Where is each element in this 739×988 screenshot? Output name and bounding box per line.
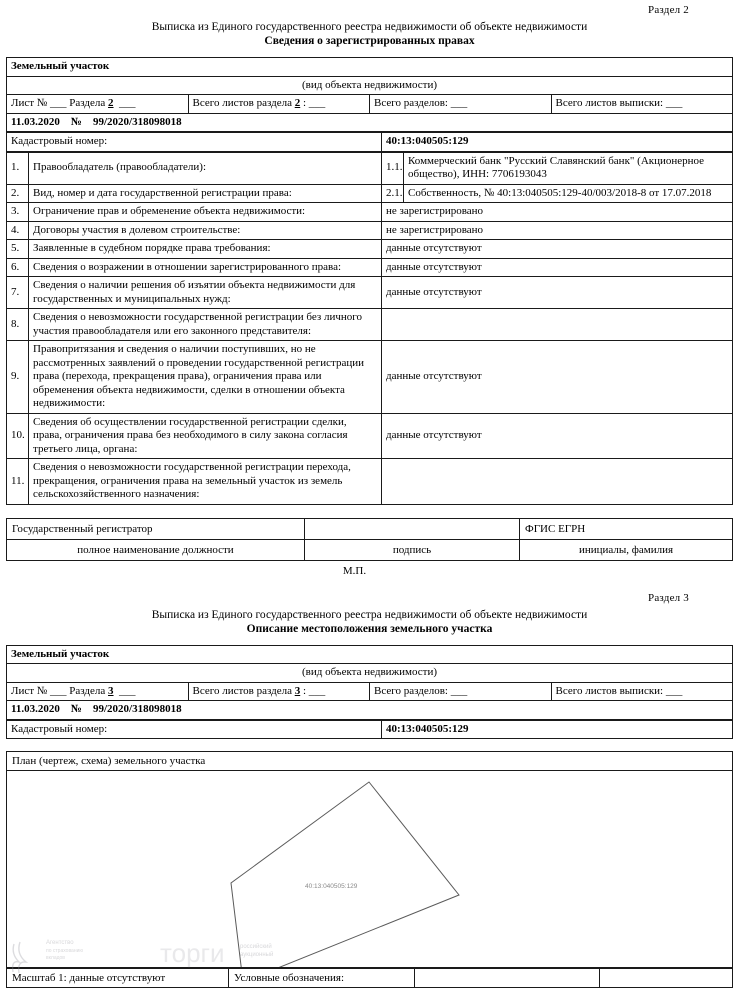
section2-cadastral-table xyxy=(6,132,733,152)
row-label: Сведения об осуществлении государственной регистрации сделки, права, ограничения права без необходимого в силу закона согласия третьего лица, органа: xyxy=(29,413,382,459)
table-row xyxy=(7,203,733,222)
sheet-info-row xyxy=(7,95,733,114)
total-section-sheets-suffix: : ___ xyxy=(302,97,326,109)
cadastral-row xyxy=(7,720,733,739)
row-number: 11. xyxy=(7,459,29,505)
section2-header-table xyxy=(6,57,733,132)
row-number: 3. xyxy=(7,203,29,222)
row-label: Сведения о невозможности государственной регистрации без личного участия правообладателя или его законного представителя: xyxy=(29,309,382,341)
row-value xyxy=(382,309,733,341)
table-row xyxy=(7,240,733,259)
registrar-position-caption: полное наименование должности xyxy=(7,539,305,560)
cadastral-label: Кадастровый номер: xyxy=(7,720,382,739)
legend-row xyxy=(7,969,733,988)
land-plan-box xyxy=(6,751,733,968)
total-section-sheets-label: Всего листов раздела xyxy=(192,684,292,697)
registrar-caption-row xyxy=(7,539,733,560)
total-section-sheets-cell xyxy=(188,95,370,114)
legend-cell-2 xyxy=(415,969,600,988)
stamp-placeholder: М.П. xyxy=(342,564,367,577)
date-number-row xyxy=(7,113,733,132)
extract-date: 11.03.2020 xyxy=(11,115,60,128)
plan-legend-table xyxy=(6,968,733,988)
total-extract-sheets-cell: Всего листов выписки: ___ xyxy=(551,95,733,114)
parcel-cadastral-label: 40:13:040505:129 xyxy=(305,883,358,890)
section2-document-title: Выписка из Единого государственного реестра недвижимости об объекте недвижимости xyxy=(151,21,588,33)
date-number-cell xyxy=(7,701,733,720)
total-section-sheets-value: 2 xyxy=(294,97,301,109)
total-sections-cell: Всего разделов: ___ xyxy=(370,682,552,701)
row-label: Заявленные в судебном порядке права требования: xyxy=(29,240,382,259)
watermark-line3: вкладов xyxy=(46,955,65,961)
registrar-title-row xyxy=(7,518,733,539)
section2-document-subtitle: Сведения о зарегистрированных правах xyxy=(264,35,475,47)
sheet-number-label: Лист № ___ Раздела xyxy=(11,684,106,697)
total-sections-cell: Всего разделов: ___ xyxy=(370,95,552,114)
row-value: не зарегистрировано xyxy=(382,203,733,222)
legend-cell-3 xyxy=(600,969,733,988)
row-sub-number: 1.1. xyxy=(382,152,404,184)
scale-label: Масштаб 1: данные отсутствуют xyxy=(7,969,229,988)
section3-document-title: Выписка из Единого государственного реестра недвижимости об объекте недвижимости xyxy=(151,608,588,621)
plan-title: План (чертеж, схема) земельного участка xyxy=(7,752,732,771)
cadastral-row xyxy=(7,133,733,152)
cadastral-label: Кадастровый номер: xyxy=(7,133,382,152)
watermark-line5: аукционный xyxy=(240,952,274,958)
row-label: Сведения о возражении в отношении зарегистрированного права: xyxy=(29,258,382,277)
row-number: 6. xyxy=(7,258,29,277)
row-number: 1. xyxy=(7,152,29,184)
row-number: 10. xyxy=(7,413,29,459)
row-label: Вид, номер и дата государственной регистрации права: xyxy=(29,184,382,203)
parcel-polygon xyxy=(231,782,459,967)
table-row xyxy=(7,413,733,459)
cadastral-value: 40:13:040505:129 xyxy=(382,720,733,739)
total-extract-sheets-cell: Всего листов выписки: ___ xyxy=(551,682,733,701)
table-row xyxy=(7,152,733,184)
plan-canvas[interactable] xyxy=(7,771,732,967)
object-type-caption-row xyxy=(7,664,733,683)
registrar-table xyxy=(6,518,733,561)
registrar-title: Государственный регистратор xyxy=(7,518,305,539)
row-value: данные отсутствуют xyxy=(382,240,733,259)
row-number: 9. xyxy=(7,341,29,414)
object-type-caption: (вид объекта недвижимости) xyxy=(7,664,733,683)
extract-date: 11.03.2020 xyxy=(11,703,60,715)
sheet-number-value: 2 xyxy=(108,97,114,109)
watermark-line2: по страхованию xyxy=(46,948,84,954)
section3-razdel-tag: Раздел 3 xyxy=(648,591,689,604)
section3-cadastral-table xyxy=(6,720,733,740)
object-type-row xyxy=(7,58,733,77)
table-row xyxy=(7,341,733,414)
extract-number: 99/2020/318098018 xyxy=(92,115,182,128)
row-sub-number: 2.1. xyxy=(382,184,404,203)
registrar-signature-caption: подпись xyxy=(305,539,520,560)
sheet-number-value: 3 xyxy=(108,684,114,697)
row-label: Сведения о невозможности государственной регистрации перехода, прекращения, ограничения права на земельный участок из земель сельскохозяйственного назначения: xyxy=(29,459,382,505)
row-label: Договоры участия в долевом строительстве: xyxy=(29,221,382,240)
row-label: Сведения о наличии решения об изъятии объекта недвижимости для государственных и муниципальных нужд: xyxy=(29,277,382,309)
row-value: данные отсутствуют xyxy=(382,413,733,459)
object-type-value: Земельный участок xyxy=(7,58,733,77)
table-row xyxy=(7,459,733,505)
table-row xyxy=(7,258,733,277)
sheet-number-blank: ___ xyxy=(116,97,136,109)
sheet-number-cell xyxy=(7,95,189,114)
total-section-sheets-label: Всего листов раздела xyxy=(192,97,292,109)
section3-header-table xyxy=(6,645,733,720)
extract-number: 99/2020/318098018 xyxy=(92,703,182,715)
row-value: не зарегистрировано xyxy=(382,221,733,240)
sheet-number-blank: ___ xyxy=(116,684,136,697)
section2-razdel-tag: Раздел 2 xyxy=(648,4,689,16)
registrar-initials-caption: инициалы, фамилия xyxy=(520,539,733,560)
row-label: Правопритязания и сведения о наличии поступивших, но не рассмотренных заявлений о проведении государственной регистрации права (перехода, прекращения права), ограничения права или обременения объекта недвижимости, сделки в отношении объекта недвижимости: xyxy=(29,341,382,414)
table-row xyxy=(7,184,733,203)
row-value: данные отсутствуют xyxy=(382,341,733,414)
table-row xyxy=(7,277,733,309)
row-number: 8. xyxy=(7,309,29,341)
sheet-info-row xyxy=(7,682,733,701)
number-sign: № xyxy=(70,115,82,128)
row-value: Собственность, № 40:13:040505:129-40/003/2018-8 от 17.07.2018 xyxy=(404,184,733,203)
registrar-system-label: ФГИС ЕГРН xyxy=(520,518,733,539)
total-section-sheets-cell xyxy=(188,682,370,701)
sheet-number-label: Лист № ___ Раздела xyxy=(11,97,106,109)
row-number: 5. xyxy=(7,240,29,259)
table-row xyxy=(7,309,733,341)
row-number: 7. xyxy=(7,277,29,309)
date-number-cell xyxy=(7,113,733,132)
legend-label: Условные обозначения: xyxy=(229,969,415,988)
row-number: 4. xyxy=(7,221,29,240)
row-label: Ограничение прав и обременение объекта недвижимости: xyxy=(29,203,382,222)
row-number: 2. xyxy=(7,184,29,203)
sheet-number-cell xyxy=(7,682,189,701)
row-value: данные отсутствуют xyxy=(382,277,733,309)
row-label: Правообладатель (правообладатели): xyxy=(29,152,382,184)
row-value: Коммерческий банк "Русский Славянский банк" (Акционерное общество), ИНН: 7706193043 xyxy=(404,152,733,184)
section2-rights-table xyxy=(6,152,733,505)
object-type-row xyxy=(7,645,733,664)
number-sign: № xyxy=(70,703,82,715)
object-type-value: Земельный участок xyxy=(7,645,733,664)
row-value: данные отсутствуют xyxy=(382,258,733,277)
watermark-line4: российский xyxy=(240,944,272,950)
object-type-caption: (вид объекта недвижимости) xyxy=(7,76,733,95)
watermark-line1: Агентство xyxy=(46,940,74,946)
cadastral-value: 40:13:040505:129 xyxy=(382,133,733,152)
total-section-sheets-suffix: : ___ xyxy=(302,684,326,697)
date-number-row xyxy=(7,701,733,720)
total-section-sheets-value: 3 xyxy=(294,684,301,697)
section3-document-subtitle: Описание местоположения земельного участка xyxy=(246,622,493,635)
table-row xyxy=(7,221,733,240)
registrar-signature-cell xyxy=(305,518,520,539)
parcel-drawing xyxy=(7,771,732,967)
row-value xyxy=(382,459,733,505)
object-type-caption-row xyxy=(7,76,733,95)
